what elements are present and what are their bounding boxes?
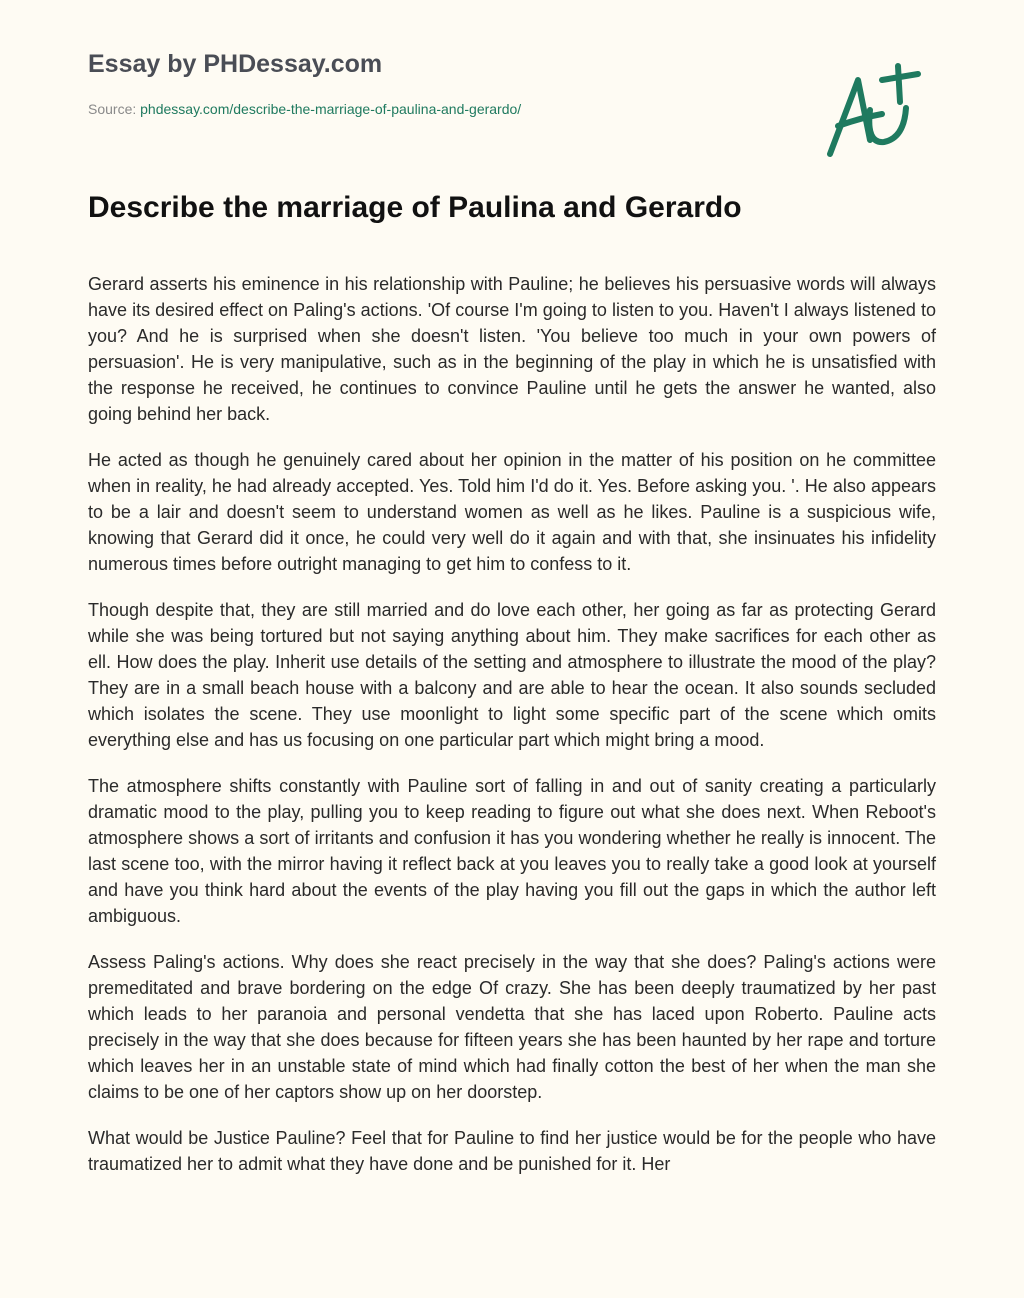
- paragraph: What would be Justice Pauline? Feel that for Pauline to find her justice would be for the people who have traumatized her to admit what they have done and be punished for it. Her: [88, 1128, 936, 1174]
- paragraph: The atmosphere shifts constantly with Pauline sort of falling in and out of sanity creating a particularly dramatic mood to the play, pulling you to keep reading to figure out what she does next. When Reboot's atmosphere shows a sort of irritants and confusion it has you wondering whether he really is innocent. The last scene too, with the mirror having it reflect back at you leaves you to really take a good look at yourself and have you think hard about the events of the play having you fill out the gaps in which the author left ambiguous.: [88, 776, 936, 926]
- page-title: Describe the marriage of Paulina and Gerardo: [88, 191, 742, 224]
- a-plus-grade-icon: [820, 62, 930, 162]
- essay-body: [88, 271, 936, 1197]
- source-line: [88, 101, 521, 117]
- paragraph: Though despite that, they are still married and do love each other, her going as far as protecting Gerard while she was being tortured but not saying anything about him. They make sacrifices for each other as ell. How does the play. Inherit use details of the setting and atmosphere to illustrate the mood of the play? They are in a small beach house with a balcony and are able to hear the ocean. It also sounds secluded which isolates the scene. They use moonlight to light some specific part of the scene which omits everything else and has us focusing on one particular part which might bring a mood.: [88, 600, 936, 750]
- source-link[interactable]: phdessay.com/describe-the-marriage-of-paulina-and-gerardo/: [140, 101, 522, 117]
- paragraph: Assess Paling's actions. Why does she react precisely in the way that she does? Paling's actions were premeditated and brave bordering on the edge Of crazy. She has been deeply traumatized by her past which leads to her paranoia and personal vendetta that she has laced upon Roberto. Pauline acts precisely in the way that she does because for fifteen years she has been haunted by her rape and torture which leaves her in an unstable state of mind which had finally cotton the best of her when the man she claims to be one of her captors show up on her doorstep.: [88, 952, 936, 1102]
- paragraph: He acted as though he genuinely cared about her opinion in the matter of his position on he committee when in reality, he had already accepted. Yes. Told him I'd do it. Yes. Before asking you. '. He also appears to be a lair and doesn't seem to understand women as well as he likes. Pauline is a suspicious wife, knowing that Gerard did it once, he could very well do it again and with that, she insinuates his infidelity numerous times before outright managing to get him to confess to it.: [88, 450, 936, 574]
- source-label: Source:: [88, 101, 137, 117]
- site-brand: Essay by PHDessay.com: [88, 50, 383, 78]
- paragraph: Gerard asserts his eminence in his relationship with Pauline; he believes his persuasive words will always have its desired effect on Paling's actions. 'Of course I'm going to listen to you. Haven't I always listened to you? And he is surprised when she doesn't listen. 'You believe too much in your own powers of persuasion'. He is very manipulative, such as in the beginning of the play in which he is unsatisfied with the response he received, he continues to convince Pauline until he gets the answer he wanted, also going behind her back.: [88, 274, 936, 424]
